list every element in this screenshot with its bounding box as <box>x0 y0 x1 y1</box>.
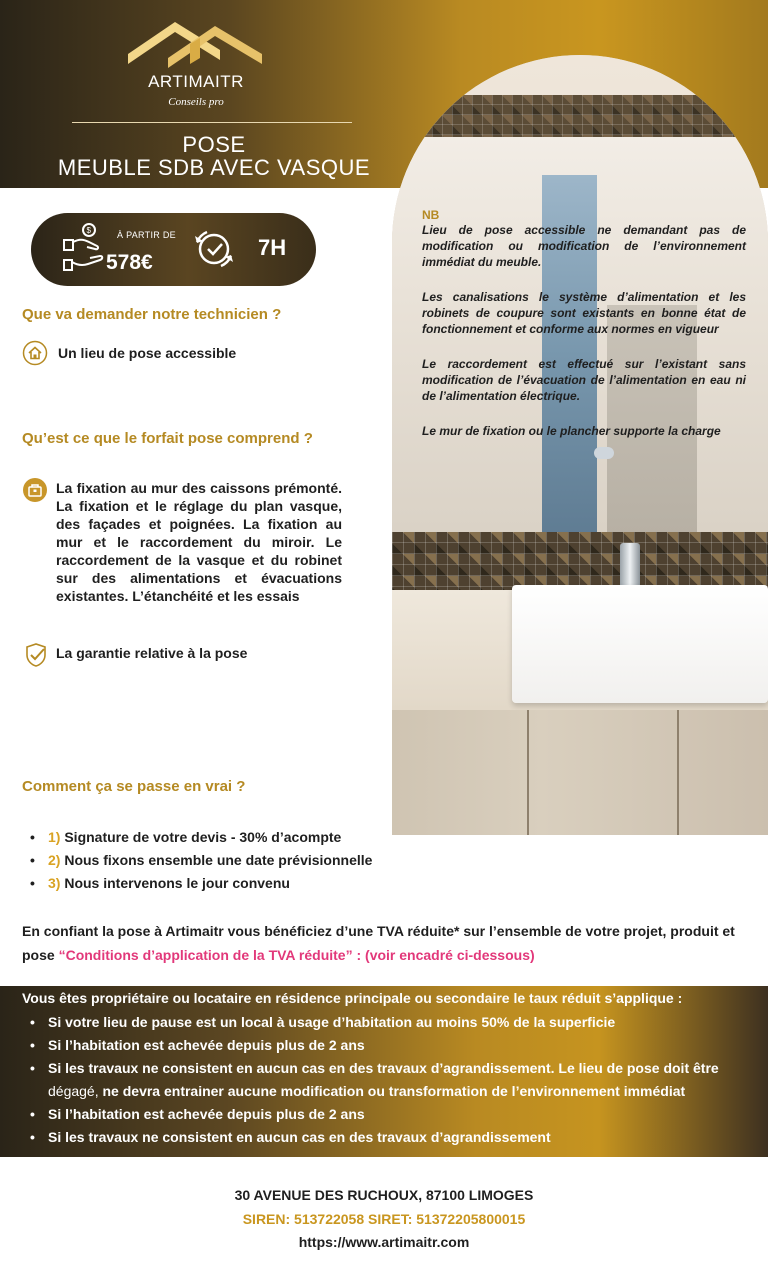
header-divider <box>72 122 352 123</box>
conditions-list <box>30 1011 750 1149</box>
price-value: 578€ <box>106 251 153 274</box>
page-title-line2: MEUBLE SDB AVEC VASQUE <box>57 155 371 180</box>
nb-label: NB <box>422 208 440 222</box>
footer-company-ids: SIREN: 513722058 SIRET: 51372205800015 <box>242 1211 526 1227</box>
roof-logo-icon <box>120 14 270 70</box>
nb-paragraph: Le raccordement est effectué sur l’existant sans modification de l’évacuation de l’alimentation en eau ni de l’alimentation électrique. <box>422 357 746 403</box>
nb-paragraph: Les canalisations le système d’alimentation et les robinets de coupure sont existants en bonne état de fonctionnement et conforme aux normes en vigueur <box>422 290 746 336</box>
list-item: • Si l’habitation est achevée depuis plus de 2 ans <box>30 1103 750 1126</box>
nb-paragraph: Lieu de pose accessible ne demandant pas de modification ou modification de l’environnement immédiat du meuble. <box>422 223 746 269</box>
technician-heading: Que va demander notre technicien ? <box>22 306 282 323</box>
bathroom-photo <box>392 55 768 835</box>
list-item: • 1) Signature de votre devis - 30% d’acompte <box>30 826 372 849</box>
list-item: • 2) Nous fixons ensemble une date prévisionnelle <box>30 849 372 872</box>
price-from-label: À PARTIR DE <box>117 230 176 240</box>
page-title-line1: POSE <box>182 132 246 157</box>
footer-address: 30 AVENUE DES RUCHOUX, 87100 LIMOGES <box>234 1187 534 1203</box>
clock-icon <box>191 226 237 272</box>
list-item: • Si les travaux ne consistent en aucun cas en des travaux d’agrandissement. Le lieu de pose doit être dégagé, ne devra entrainer aucune modification ou transformation de l’environnement immédiat <box>30 1057 750 1103</box>
list-item: • Si votre lieu de pause est un local à usage d’habitation au moins 50% de la superficie <box>30 1011 750 1034</box>
home-icon <box>22 340 48 366</box>
toolbox-icon <box>22 477 48 503</box>
footer-website-link[interactable]: https://www.artimaitr.com <box>298 1234 470 1250</box>
conditions-heading: Vous êtes propriétaire ou locataire en résidence principale ou secondaire le taux réduit s’applique : <box>22 990 683 1006</box>
duration-value: 7H <box>258 235 287 260</box>
process-heading: Comment ça se passe en vrai ? <box>22 778 246 795</box>
brand-name: ARTIMAITR <box>148 72 244 91</box>
list-item: • Si l’habitation est achevée depuis plus de 2 ans <box>30 1034 750 1057</box>
brand-tagline: Conseils pro <box>168 96 224 108</box>
shield-check-icon <box>23 642 49 668</box>
technician-item: Un lieu de pose accessible <box>58 345 237 361</box>
package-item: La garantie relative à la pose <box>56 645 248 661</box>
tva-conditions-link: “Conditions d’application de la TVA réduite” : (voir encadré ci-dessous) <box>58 947 535 963</box>
package-heading: Qu’est ce que le forfait pose comprend ? <box>22 430 313 447</box>
package-item: La fixation au mur des caissons prémonté. La fixation et le réglage du plan vasque, des façades et poignées. La fixation au mur et le raccordement du miroir. Le raccordement de la vasque et du robinet sur des alimentations et évacuations existantes. L’étanchéité et les essais <box>56 480 342 604</box>
nb-paragraph: Le mur de fixation ou le plancher supporte la charge <box>422 424 721 438</box>
svg-text:$: $ <box>86 226 91 235</box>
hand-money-icon <box>60 222 106 272</box>
process-steps <box>30 826 372 895</box>
tva-paragraph: En confiant la pose à Artimaitr vous bénéficiez d’une TVA réduite* sur l’ensemble de votre projet, produit et pose “Conditions d’application de la TVA réduite” : (voir encadré ci-dessous) <box>22 923 735 963</box>
list-item: • Si les travaux ne consistent en aucun cas en des travaux d’agrandissement <box>30 1126 750 1149</box>
list-item: • 3) Nous intervenons le jour convenu <box>30 872 372 895</box>
